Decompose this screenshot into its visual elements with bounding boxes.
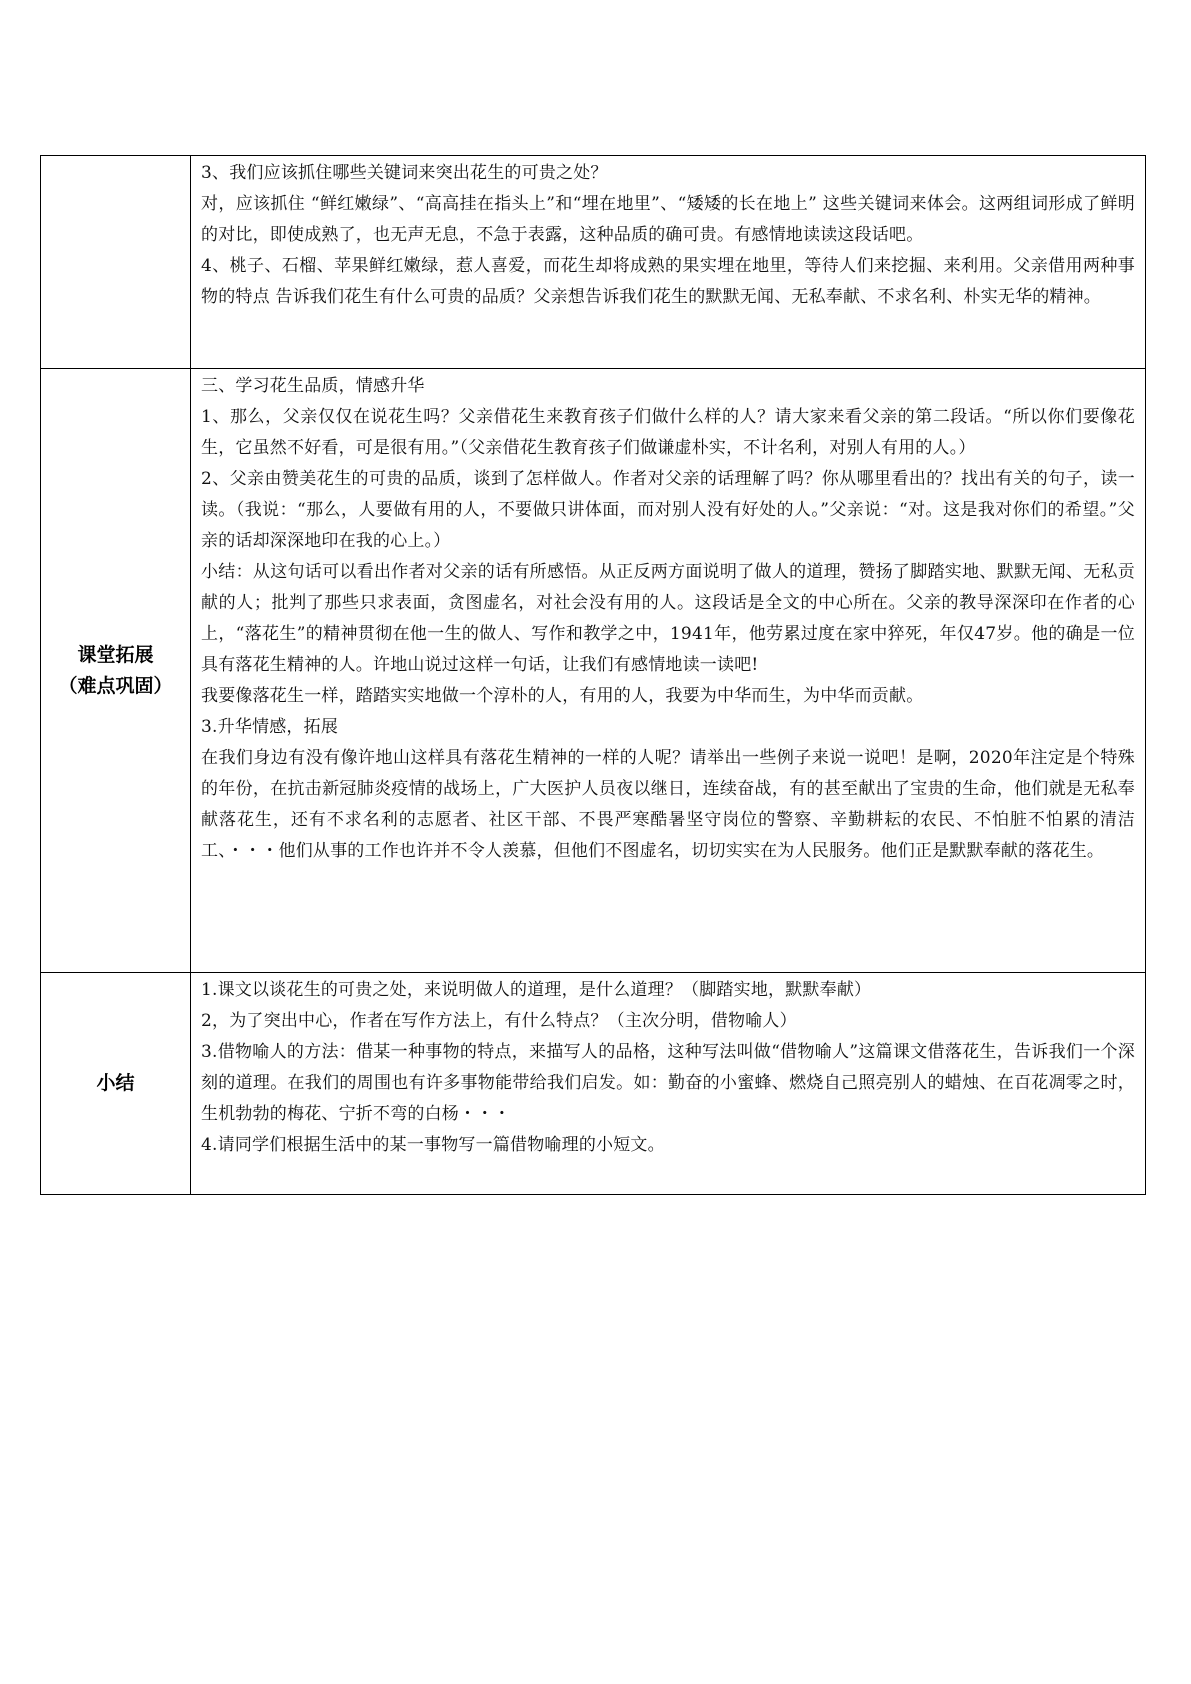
row-label-cell-empty <box>41 156 191 369</box>
summary-item-3: 3.借物喻人的方法：借某一种事物的特点，来描写人的品格，这种写法叫做“借物喻人”这篇课文借落花生，告诉我们一个深刻的道理。在我们的周围也有许多事物能带给我们启发。如：勤奋的小蜜蜂、燃烧自己照亮别人的蜡烛、在百花凋零之时，生机勃勃的梅花、宁折不弯的白杨・・・ <box>201 1042 1135 1124</box>
row-content-cell <box>191 156 1146 369</box>
summary-paragraph: 小结：从这句话可以看出作者对父亲的话有所感悟。从正反两方面说明了做人的道理，赞扬了脚踏实地、默默无闻、无私贡献的人；批判了那些只求表面，贪图虚名，对社会没有用的人。这段话是全文的中心所在。父亲的教导深深印在作者的心上，“落花生”的精神贯彻在他一生的做人、写作和教学之中，1941年，他劳累过度在家中猝死，年仅47岁。他的确是一位具有落花生精神的人。许地山说过这样一句话，让我们有感情地读一读吧! <box>201 562 1135 675</box>
summary-item-4: 4.请同学们根据生活中的某一事物写一篇借物喻理的小短文。 <box>201 1135 665 1155</box>
table-row <box>41 973 1146 1195</box>
question-4-paragraph: 4、桃子、石榴、苹果鲜红嫩绿，惹人喜爱，而花生却将成熟的果实埋在地里，等待人们来挖掘、来利用。父亲借用两种事物的特点 告诉我们花生有什么可贵的品质？父亲想告诉我们花生的默默无闻、无私奉献、不求名利、朴实无华的精神。 <box>201 256 1135 307</box>
row-label-cell <box>41 369 191 973</box>
answer-3-paragraph: 对，应该抓住 “鲜红嫩绿”、“高高挂在指头上”和“埋在地里”、“矮矮的长在地上” 这些关键词来体会。这两组词形成了鲜明的对比，即使成熟了，也无声无息，不急于表露，这种品质的确可贵。有感情地读读这段话吧。 <box>201 194 1135 245</box>
section-label-summary: 小结 <box>96 1072 135 1094</box>
point-1-paragraph: 1、那么，父亲仅仅在说花生吗？父亲借花生来教育孩子们做什么样的人？请大家来看父亲的第二段话。“所以你们要像花生，它虽然不好看，可是很有用。”（父亲借花生教育孩子们做谦虚朴实，不计名利，对别人有用的人。） <box>201 407 1135 458</box>
lesson-plan-table <box>40 155 1146 1195</box>
quote-paragraph: 我要像落花生一样，踏踏实实地做一个淳朴的人，有用的人，我要为中华而生，为中华而贡献。 <box>201 686 924 706</box>
point-3-heading: 3.升华情感，拓展 <box>201 717 339 737</box>
section-heading: 三、学习花生品质，情感升华 <box>201 376 425 396</box>
table-row <box>41 369 1146 973</box>
row-content-cell <box>191 973 1146 1195</box>
row-label-cell <box>41 973 191 1195</box>
point-3-paragraph: 在我们身边有没有像许地山这样具有落花生精神的一样的人呢？请举出一些例子来说一说吧！是啊，2020年注定是个特殊的年份，在抗击新冠肺炎疫情的战场上，广大医护人员夜以继日，连续奋战，有的甚至献出了宝贵的生命，他们就是无私奉献落花生，还有不求名利的志愿者、社区干部、不畏严寒酷暑坚守岗位的警察、辛勤耕耘的农民、不怕脏不怕累的清洁工、・・・他们从事的工作也许并不令人羡慕，但他们不图虚名，切切实实在为人民服务。他们正是默默奉献的落花生。 <box>201 748 1135 861</box>
row-content-cell <box>191 369 1146 973</box>
table-row <box>41 156 1146 369</box>
summary-item-2: 2，为了突出中心，作者在写作方法上，有什么特点？（主次分明，借物喻人） <box>201 1011 797 1031</box>
section-label-extension-sub: （难点巩固） <box>58 674 173 697</box>
point-2-paragraph: 2、父亲由赞美花生的可贵的品质，谈到了怎样做人。作者对父亲的话理解了吗？你从哪里看出的？找出有关的句子，读一读。（我说：“那么，人要做有用的人，不要做只讲体面，而对别人没有好处的人。”父亲说：“对。这是我对你们的希望。”父亲的话却深深地印在我的心上。） <box>201 469 1135 551</box>
question-3-paragraph: 3、我们应该抓住哪些关键词来突出花生的可贵之处？ <box>201 163 608 183</box>
section-label-extension: 课堂拓展 <box>77 643 154 666</box>
summary-item-1: 1.课文以谈花生的可贵之处，来说明做人的道理，是什么道理？（脚踏实地，默默奉献） <box>201 980 872 1000</box>
